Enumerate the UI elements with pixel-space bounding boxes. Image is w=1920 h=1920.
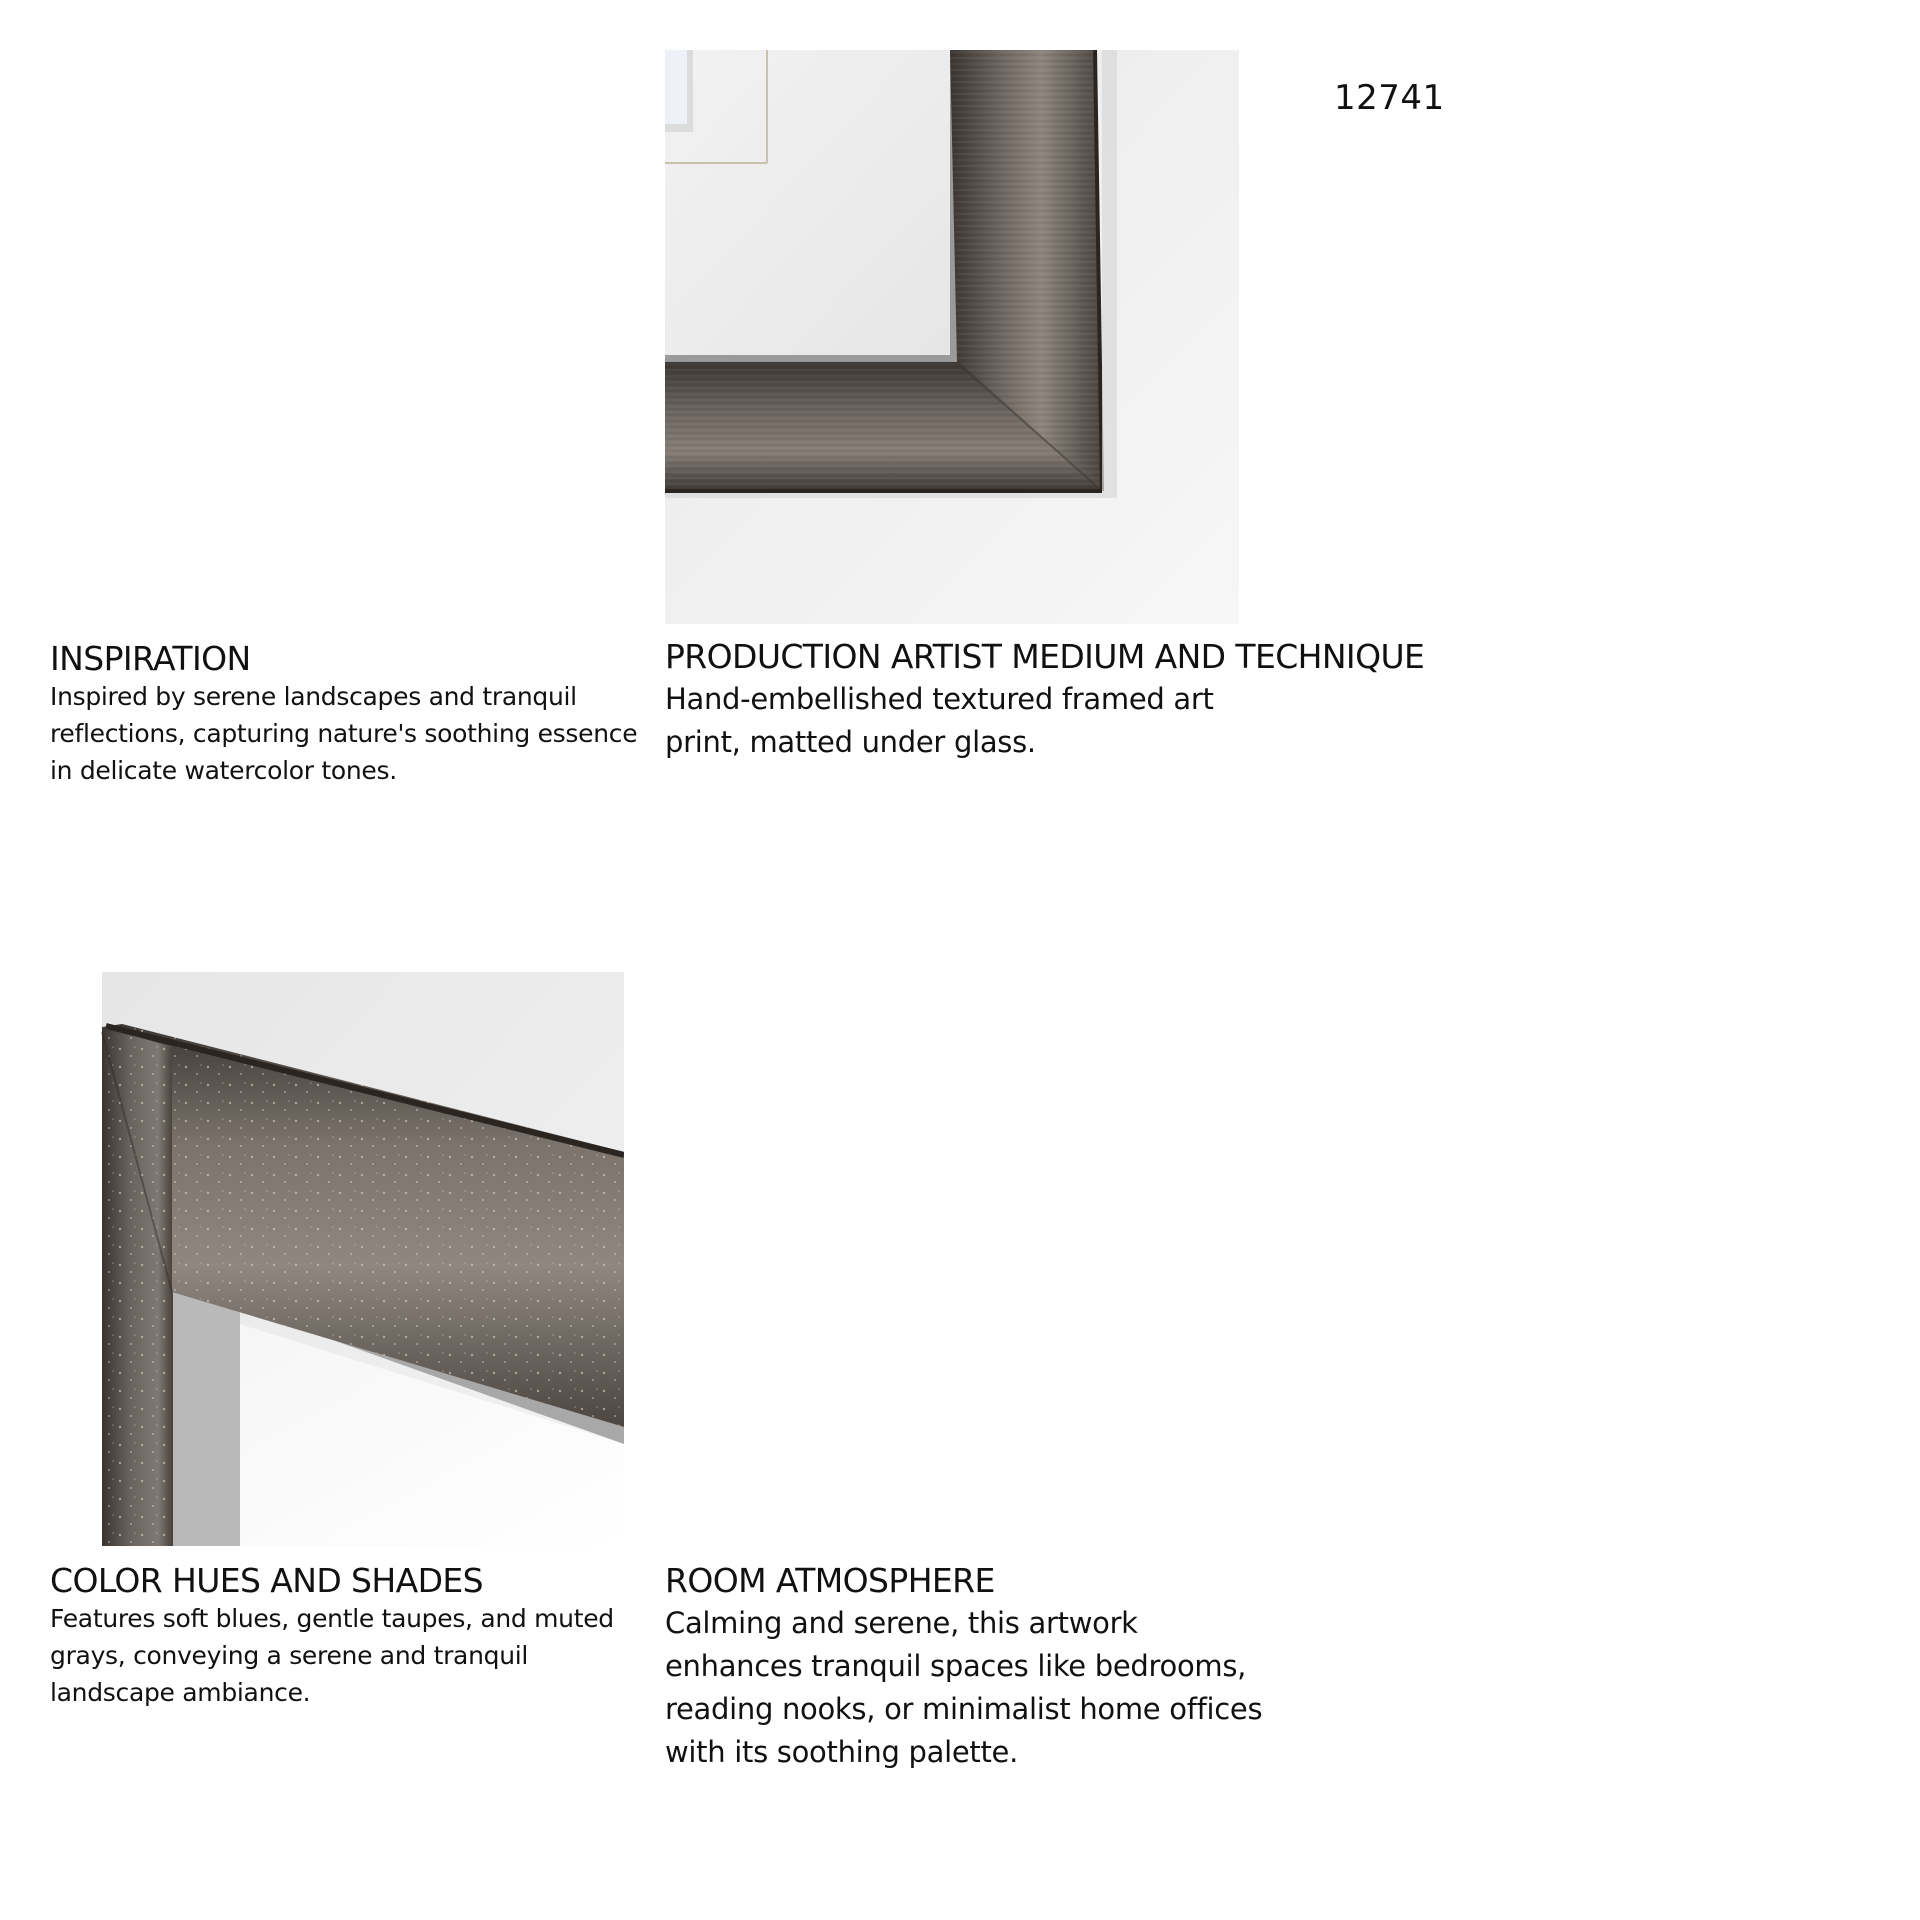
production-text: Hand-embellished textured framed art print, matted under glass. bbox=[665, 682, 1214, 759]
frame-corner-detail-photo bbox=[665, 50, 1239, 624]
inspiration-text: Inspired by serene landscapes and tranquil reflections, capturing nature's soothing essence in delicate watercolor tones. bbox=[50, 682, 638, 785]
inspiration-heading: INSPIRATION bbox=[50, 639, 251, 678]
color-section bbox=[50, 1562, 640, 1711]
production-section bbox=[665, 637, 1425, 764]
inspiration-section bbox=[50, 640, 640, 789]
production-heading: PRODUCTION ARTIST MEDIUM AND TECHNIQUE bbox=[665, 637, 1425, 676]
room-atmosphere-heading: ROOM ATMOSPHERE bbox=[665, 1561, 995, 1600]
frame-profile-detail-photo bbox=[50, 972, 624, 1546]
color-heading: COLOR HUES AND SHADES bbox=[50, 1561, 483, 1600]
color-text: Features soft blues, gentle taupes, and muted grays, conveying a serene and tranquil landscape ambiance. bbox=[50, 1604, 614, 1707]
room-atmosphere-text: Calming and serene, this artwork enhances tranquil spaces like bedrooms, reading nooks, or minimalist home offices with its soothing palette. bbox=[665, 1606, 1263, 1769]
room-atmosphere-section bbox=[665, 1562, 1265, 1774]
product-number: 12741 bbox=[1334, 78, 1445, 118]
